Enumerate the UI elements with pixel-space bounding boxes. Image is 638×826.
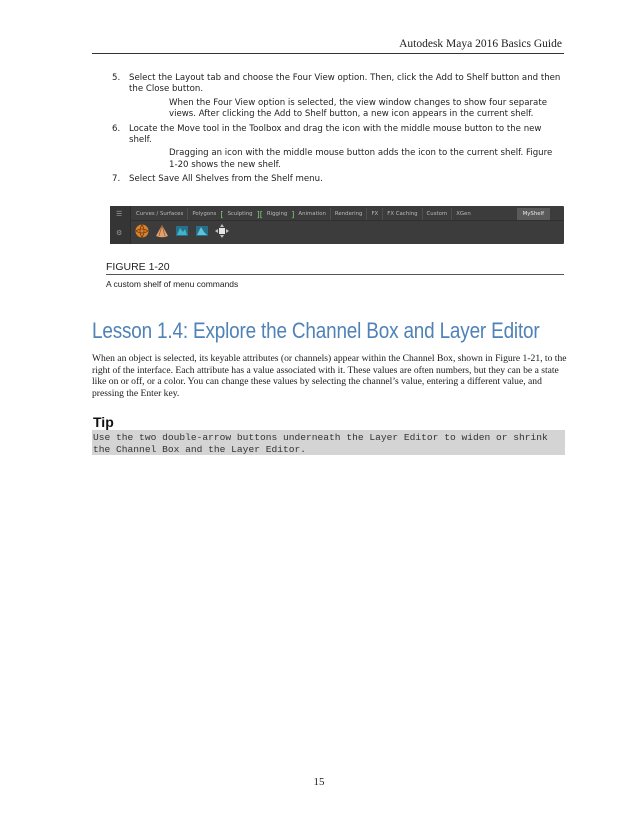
tab-myshelf[interactable]: MyShelf: [517, 208, 550, 220]
step-number: 7.: [112, 174, 121, 185]
shelf-settings-icon[interactable]: ⚙: [116, 229, 123, 237]
step-7: [112, 174, 562, 185]
tab-rendering[interactable]: Rendering: [330, 208, 367, 220]
tab-fx-caching[interactable]: FX Caching: [382, 208, 421, 220]
maya-shelf-screenshot: [110, 206, 564, 244]
tab-custom[interactable]: Custom: [422, 208, 452, 220]
shelf-tab-divider: [130, 220, 564, 221]
figure-rule: [106, 274, 564, 275]
tip-text: Use the two double-arrow buttons underneath the Layer Editor to widen or shrink the Channel Box and the Layer Editor.: [93, 432, 548, 455]
figure-caption: A custom shelf of menu commands: [106, 279, 239, 289]
header-rule: [92, 53, 564, 54]
shelf-side-controls: [110, 206, 131, 244]
tab-sculpting[interactable]: Sculpting: [227, 211, 253, 217]
shelf-tab-bar: [132, 208, 550, 220]
tab-curves-surfaces[interactable]: Curves / Surfaces: [136, 211, 184, 217]
tab-animation[interactable]: Animation: [298, 211, 326, 217]
shelf-menu-icon[interactable]: ☰: [116, 210, 123, 218]
four-view-icon[interactable]: [174, 223, 190, 239]
step-list: [112, 73, 562, 186]
bracket-icon: [: [220, 209, 224, 219]
sphere-render-icon[interactable]: [134, 223, 150, 239]
tab-xgen[interactable]: XGen: [451, 208, 475, 220]
cone-render-icon[interactable]: [154, 223, 170, 239]
lesson-title: Lesson 1.4: Explore the Channel Box and Layer Editor: [92, 318, 540, 343]
figure-label: FIGURE 1-20: [106, 261, 170, 273]
tip-title: Tip: [93, 414, 114, 430]
bracket-icon: ][: [256, 209, 263, 219]
viewport-icon[interactable]: [194, 223, 210, 239]
tab-polygons[interactable]: Polygons: [187, 208, 220, 220]
step-number: 5.: [112, 73, 121, 83]
step-6: [112, 124, 562, 147]
tip-header: [92, 414, 565, 430]
step-text: Select the Layout tab and choose the Four View option. Then, click the Add to Shelf button and then the Close button.: [129, 73, 561, 95]
lesson-paragraph: When an object is selected, its keyable attributes (or channels) appear within the Channel Box, shown in Figure 1-21, to the right of the interface. Each attribute has a value associated with it. These values are often numbers, but they can be a state like on or off, or a color. You can change these values by selecting the channel’s value, entering a different value, and pressing the Enter key.: [92, 353, 567, 399]
bracket-icon: ]: [291, 209, 295, 219]
step-text: Select Save All Shelves from the Shelf menu.: [129, 174, 323, 185]
tab-fx[interactable]: FX: [366, 208, 382, 220]
step-5: [112, 73, 562, 96]
step-text: Locate the Move tool in the Toolbox and drag the icon with the middle mouse button to the new shelf.: [129, 123, 542, 146]
page-number: 15: [313, 776, 325, 788]
tip-box: [92, 414, 565, 455]
move-tool-icon[interactable]: [214, 223, 230, 239]
step-number: 6.: [112, 123, 121, 134]
step-6-note: Dragging an icon with the middle mouse button adds the icon to the current shelf. Figure 1-20 shows the new shelf.: [169, 148, 553, 170]
tab-rigging[interactable]: Rigging: [266, 211, 288, 217]
shelf-icon-row: [134, 222, 230, 240]
running-head: Autodesk Maya 2016 Basics Guide: [399, 38, 562, 50]
step-5-note: When the Four View option is selected, the view window changes to show four separate views. After clicking the Add to Shelf button, a new icon appears in the current shelf.: [169, 97, 547, 120]
